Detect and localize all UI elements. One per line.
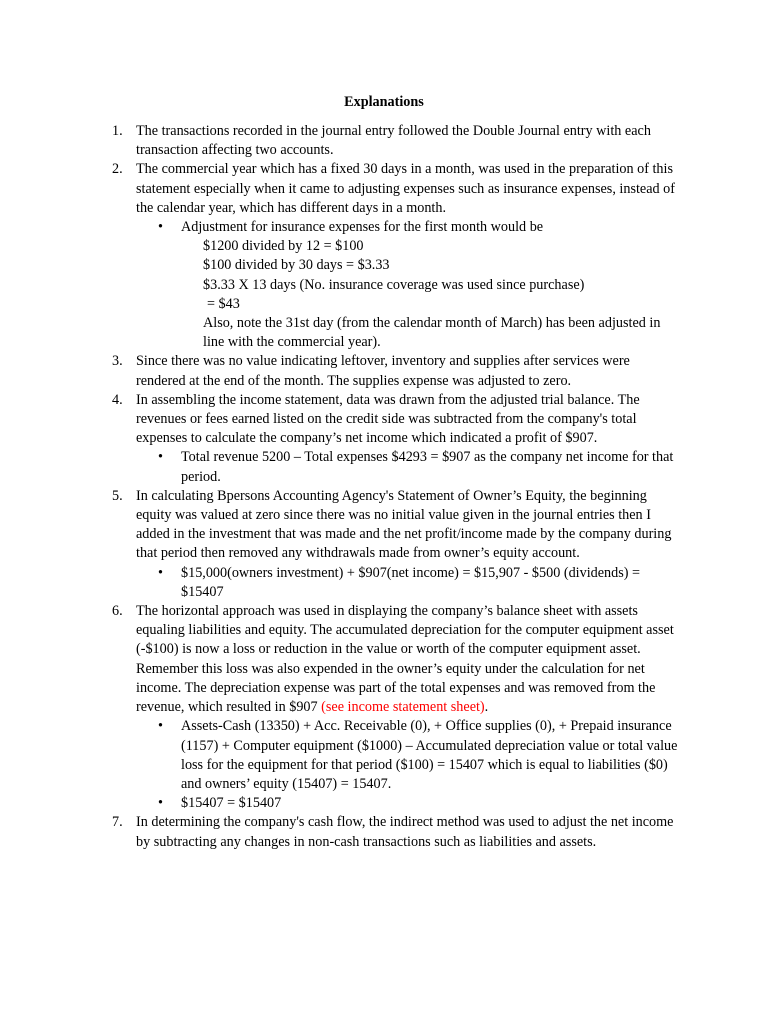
calc-line: Also, note the 31st day (from the calendar month of March) has been adjusted in line with the commercial year). [203, 315, 661, 351]
list-item-text: In assembling the income statement, data was drawn from the adjusted trial balance. The revenues or fees earned listed on the credit side was subtracted from the company's total expenses to calculate the company’s net income which indicated a profit of $907. [136, 391, 640, 447]
bullet-text: $15,000(owners investment) + $907(net income) = $15,907 - $500 (dividends) = $15407 [181, 564, 641, 600]
list-item-7 [0, 813, 676, 851]
bullet-item [0, 717, 681, 794]
bullet-text: Total revenue 5200 – Total expenses $4293 = $907 as the company net income for that period. [181, 449, 674, 485]
list-item-text: In calculating Bpersons Accounting Agency's Statement of Owner’s Equity, the beginning equity was valued at zero since there was no initial value given in the journal entries then I added in the investment that was made and the net profit/income made by the company during that period then removed any withdrawals made from owner’s equity account. [136, 487, 672, 562]
bullet-icon: • [158, 795, 163, 812]
list-item-4 [0, 391, 676, 449]
list-number: 4. [112, 391, 123, 408]
list-number: 6. [112, 603, 123, 620]
calc-line: $1200 divided by 12 = $100 [203, 238, 364, 255]
list-item-3 [0, 352, 676, 390]
bullet-icon: • [158, 219, 163, 236]
income-statement-reference: (see income statement sheet) [321, 699, 485, 716]
list-item-2 [0, 160, 676, 218]
calc-line: $3.33 X 13 days (No. insurance coverage was used since purchase) [203, 276, 585, 293]
bullet-item [0, 448, 681, 486]
bullet-item [0, 794, 681, 813]
bullet-icon: • [158, 449, 163, 466]
list-number: 1. [112, 123, 123, 139]
sentence-end: . [484, 699, 489, 716]
list-number: 3. [112, 353, 123, 370]
list-item-6 [0, 602, 676, 717]
list-item-text: The transactions recorded in the journal entry followed the Double Journal entry with each transaction affecting two accounts. [136, 123, 651, 159]
bullet-icon: • [158, 718, 163, 735]
bullet-text: $15407 = $15407 [181, 795, 282, 812]
list-number: 7. [112, 814, 123, 831]
bullet-text: Assets-Cash (13350) + Acc. Receivable (0), + Office supplies (0), + Prepaid insurance (1157) + Computer equipment ($1000) – Accumulated depreciation value or total value loss for the equipment for that period ($100) = 15407 which is equal to liabilities ($0) and owners’ equity (15407) = 15407. [181, 718, 678, 792]
bullet-icon: • [158, 564, 163, 581]
list-number: 2. [112, 161, 123, 178]
page-title: Explanations [344, 94, 424, 110]
list-number: 5. [112, 487, 123, 504]
list-item-text: In determining the company's cash flow, the indirect method was used to adjust the net income by subtracting any changes in non-cash transactions such as liabilities and assets. [136, 814, 674, 850]
bullet-item [0, 564, 681, 602]
bullet-item [0, 218, 681, 237]
bullet-text: Adjustment for insurance expenses for the first month would be [181, 219, 544, 236]
list-item-text: Since there was no value indicating leftover, inventory and supplies after services were rendered at the end of the month. The supplies expense was adjusted to zero. [136, 353, 630, 389]
list-item-text: The commercial year which has a fixed 30 days in a month, was used in the preparation of this statement especially when it came to adjusting expenses such as insurance expenses, instead of the calendar year, which has different days in a month. [136, 161, 675, 216]
list-item-text: The horizontal approach was used in displaying the company’s balance sheet with assets equaling liabilities and equity. The accumulated depreciation for the computer equipment asset (-$100) is now a loss or reduction in the value or worth of the computer equipment asset. Remember this loss was also expended in the owner’s equity under the calculation for net income. The depreciation expense was part of the total expenses and was removed from the revenue, which resulted in $907 [136, 603, 674, 716]
calc-line: $100 divided by 30 days = $3.33 [203, 257, 390, 274]
list-item-5 [0, 487, 676, 564]
calc-line: = $43 [207, 295, 240, 312]
explanations-list [0, 122, 768, 852]
list-item-1 [0, 122, 676, 160]
